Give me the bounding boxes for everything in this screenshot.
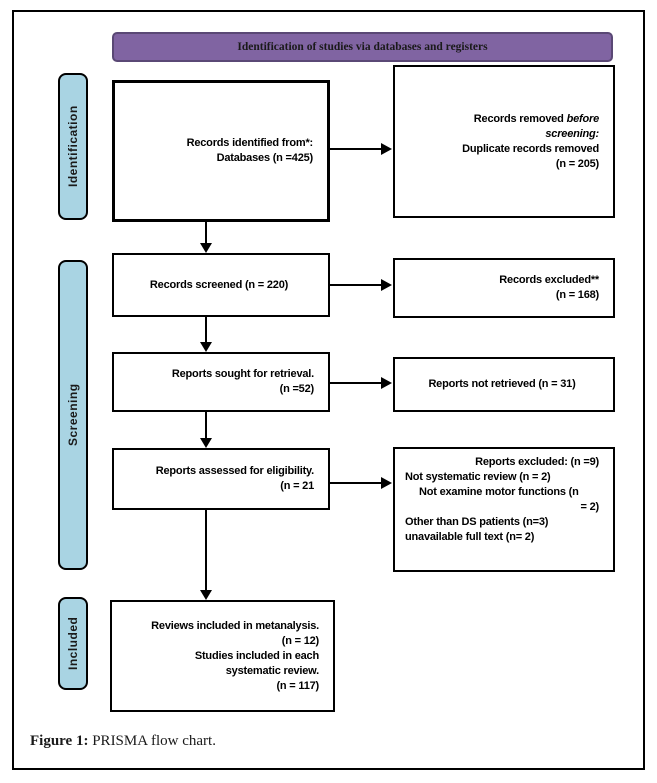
figure-caption-label: Figure 1: — [30, 733, 89, 749]
tab-included-label: Included — [66, 616, 80, 671]
box-line: Studies included in each — [194, 649, 319, 662]
arrow-sought-to-not-retrieved — [330, 382, 383, 384]
tab-screening-label: Screening — [66, 383, 80, 447]
box-line: (n =52) — [279, 383, 314, 395]
tab-identification-label: Identification — [66, 105, 80, 188]
box-records-excluded — [393, 258, 615, 318]
box-line: Records identified from*: — [186, 137, 313, 149]
figure-caption — [30, 733, 216, 750]
box-line: Duplicate records removed — [462, 142, 599, 155]
box-line: Records removed before — [473, 112, 599, 125]
box-records-removed — [393, 65, 615, 218]
box-line: (n = 12) — [281, 634, 319, 647]
arrowhead-down-icon — [200, 590, 212, 600]
box-line: (n = 117) — [276, 679, 319, 692]
box-reports-sought — [112, 352, 330, 412]
box-line: unavailable full text (n= 2) — [405, 531, 535, 543]
box-reports-not-retrieved — [393, 357, 615, 412]
box-line: screening: — [545, 127, 599, 140]
box-records-screened — [112, 253, 330, 317]
arrowhead-right-icon — [381, 143, 392, 155]
box-line: Not systematic review (n = 2) — [405, 471, 551, 483]
box-line: (n = 168) — [555, 289, 599, 301]
stage-tab-screening — [58, 260, 88, 570]
box-line: Records excluded** — [499, 274, 599, 286]
arrowhead-down-icon — [200, 342, 212, 352]
box-line: Not examine motor functions (n — [419, 486, 579, 498]
banner-identification-of-studies — [112, 32, 613, 62]
arrow-sought-to-assessed — [205, 412, 207, 440]
box-line: Reports not retrieved (n = 31) — [428, 378, 576, 390]
banner-label: Identification of studies via databases and registers — [237, 41, 488, 53]
stage-tab-included — [58, 597, 88, 690]
arrowhead-right-icon — [381, 477, 392, 489]
box-records-identified — [112, 80, 330, 222]
figure-caption-text: PRISMA flow chart. — [88, 733, 216, 749]
box-line: systematic review. — [225, 664, 319, 677]
stage-tab-identification — [58, 73, 88, 220]
arrowhead-right-icon — [381, 377, 392, 389]
box-line: Other than DS patients (n=3) — [405, 516, 549, 528]
box-line: Reports assessed for eligibility. — [155, 465, 314, 477]
arrow-assessed-to-included — [205, 510, 207, 592]
arrowhead-right-icon — [381, 279, 392, 291]
arrow-identified-to-removed — [330, 148, 383, 150]
arrow-identified-to-screened — [205, 222, 207, 245]
arrowhead-down-icon — [200, 243, 212, 253]
arrow-screened-to-excluded — [330, 284, 383, 286]
box-line: Reviews included in metanalysis. — [151, 619, 319, 632]
box-line: = 2) — [580, 501, 599, 513]
box-line: (n = 205) — [555, 157, 599, 170]
arrow-assessed-to-reports-excluded — [330, 482, 383, 484]
box-line: Databases (n =425) — [216, 152, 313, 164]
box-line: Records screened (n = 220) — [149, 278, 289, 291]
box-reviews-included — [110, 600, 335, 712]
arrow-screened-to-sought — [205, 317, 207, 344]
box-line: Reports excluded: (n =9) — [475, 456, 599, 468]
box-reports-assessed — [112, 448, 330, 510]
arrowhead-down-icon — [200, 438, 212, 448]
box-line: (n = 21 — [280, 480, 314, 492]
box-reports-excluded — [393, 447, 615, 572]
box-line: Reports sought for retrieval. — [171, 368, 314, 380]
